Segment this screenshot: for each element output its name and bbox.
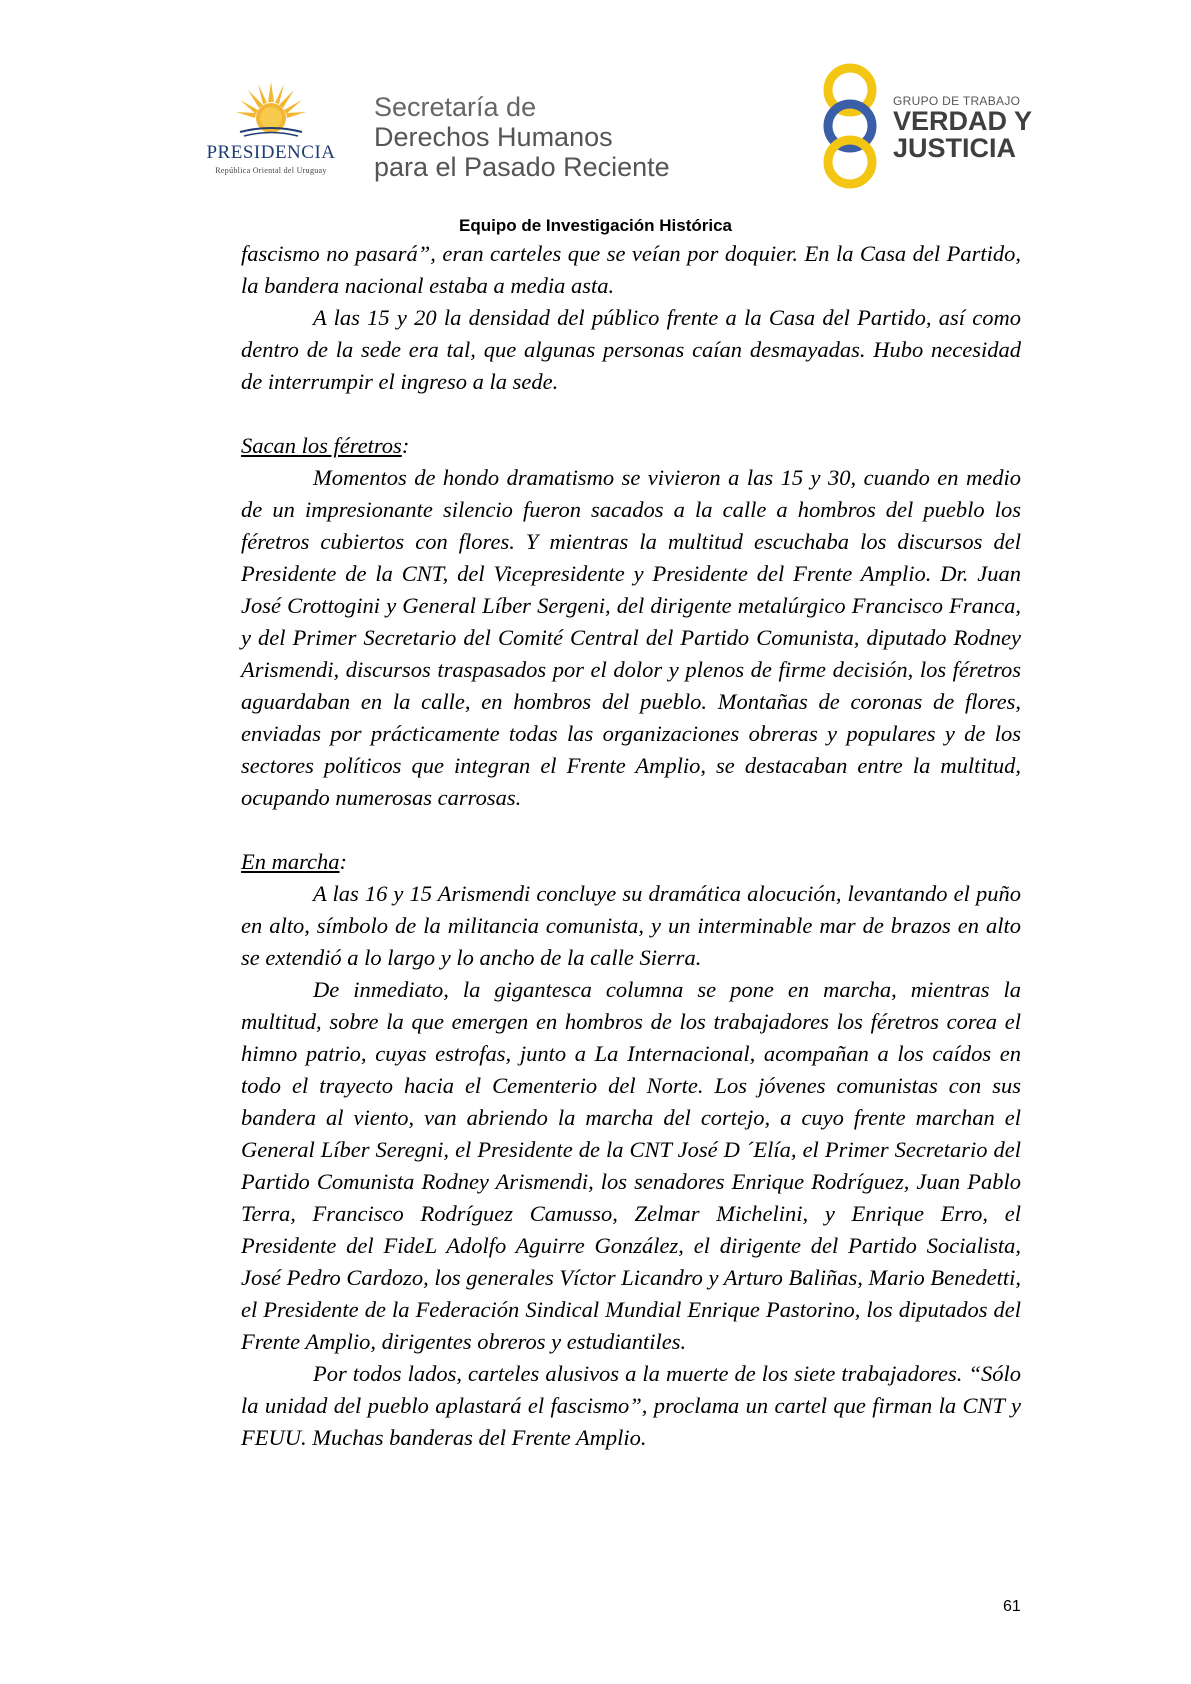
secretaria-logo <box>374 92 670 182</box>
paragraph-1: fascismo no pasará”, eran carteles que se veían por doquier. En la Casa del Partido, la bandera nacional estaba a media asta. <box>241 241 1021 298</box>
subheading-sacan-feretros: Sacan los féretros <box>241 433 402 458</box>
team-title: Equipo de Investigación Histórica <box>459 216 732 235</box>
section-heading-sacan: Sacan los féretros: <box>241 433 410 458</box>
paragraph-2: A las 15 y 20 la densidad del público frente a la Casa del Partido, así como dentro de la sede era tal, que algunas personas caían desmayadas. Hubo necesidad de interrumpir el ingreso a la sede. <box>241 305 1021 394</box>
page-number: 61 <box>1003 1598 1021 1615</box>
verdad-justicia-logo <box>893 94 1032 162</box>
subheading-en-marcha: En marcha <box>241 849 340 874</box>
sun-emblem-icon <box>234 80 308 142</box>
paragraph-3: Momentos de hondo dramatismo se vivieron a las 15 y 30, cuando en medio de un impresionante silencio fueron sacados a la calle a hombros del pueblo los féretros cubiertos con flores. Y mientras la multitud escuchaba los discursos del Presidente de la CNT, del Vicepresidente y Presidente del Frente Amplio. Dr. Juan José Crottogini y General Líber Sergeni, del dirigente metalúrgico Francisco Franca, y del Primer Secretario del Comité Central del Partido Comunista, diputado Rodney Arismendi, discursos traspasados por el dolor y plenos de firme decisión, los féretros aguardaban en la calle, en hombros del pueblo. Montañas de coronas de flores, enviadas por prácticamente todas las organizaciones obreras y populares y de los sectores políticos que integran el Frente Amplio, se destacaban entre la multitud, ocupando numerosas carrosas. <box>241 465 1021 810</box>
gtvj-line2: JUSTICIA <box>893 133 1017 163</box>
presidencia-subtitle: República Oriental del Uruguay <box>215 166 327 175</box>
paragraph-6: Por todos lados, carteles alusivos a la muerte de los siete trabajadores. “Sólo la unidad del pueblo aplastará el fascismo”, proclama un cartel que firman la CNT y FEUU. Muchas banderas del Frente Amplio. <box>241 1361 1021 1450</box>
secretaria-line1: Secretaría de <box>374 92 537 122</box>
document-body <box>241 238 1021 1454</box>
presidencia-title: PRESIDENCIA <box>206 142 336 163</box>
section-heading-marcha: En marcha: <box>241 849 348 874</box>
paragraph-4: A las 16 y 15 Arismendi concluye su dramática alocución, levantando el puño en alto, símbolo de la militancia comunista, y un interminable mar de brazos en alto se extendió a lo largo y lo ancho de la calle Sierra. <box>241 881 1021 970</box>
paragraph-5: De inmediato, la gigantesca columna se pone en marcha, mientras la multitud, sobre la que emergen en hombros de los trabajadores los féretros corea el himno patrio, cuyas estrofas, junto a La Internacional, acompañan a los caídos en todo el trayecto hacia el Cementerio del Norte. Los jóvenes comunistas con sus bandera al viento, van abriendo la marcha del cortejo, a cuyo frente marchan el General Líber Seregni, el Presidente de la CNT José D ´Elía, el Primer Secretario del Partido Comunista Rodney Arismendi, los senadores Enrique Rodríguez, Juan Pablo Terra, Francisco Rodríguez Camusso, Zelmar Michelini, y Enrique Erro, el Presidente del FideL Adolfo Aguirre González, el dirigente del Partido Socialista, José Pedro Cardozo, los generales Víctor Licandro y Arturo Baliñas, Mario Benedetti, el Presidente de la Federación Sindical Mundial Enrique Pastorino, los diputados del Frente Amplio, dirigentes obreros y estudiantiles. <box>241 977 1021 1354</box>
gtvj-small-label: GRUPO DE TRABAJO <box>893 94 1021 108</box>
verdad-justicia-rings-icon <box>810 62 890 190</box>
presidencia-logo <box>196 80 346 180</box>
secretaria-line2: Derechos Humanos <box>374 122 613 152</box>
gtvj-line1: VERDAD Y <box>893 106 1033 136</box>
secretaria-line3: para el Pasado Reciente <box>374 152 670 182</box>
